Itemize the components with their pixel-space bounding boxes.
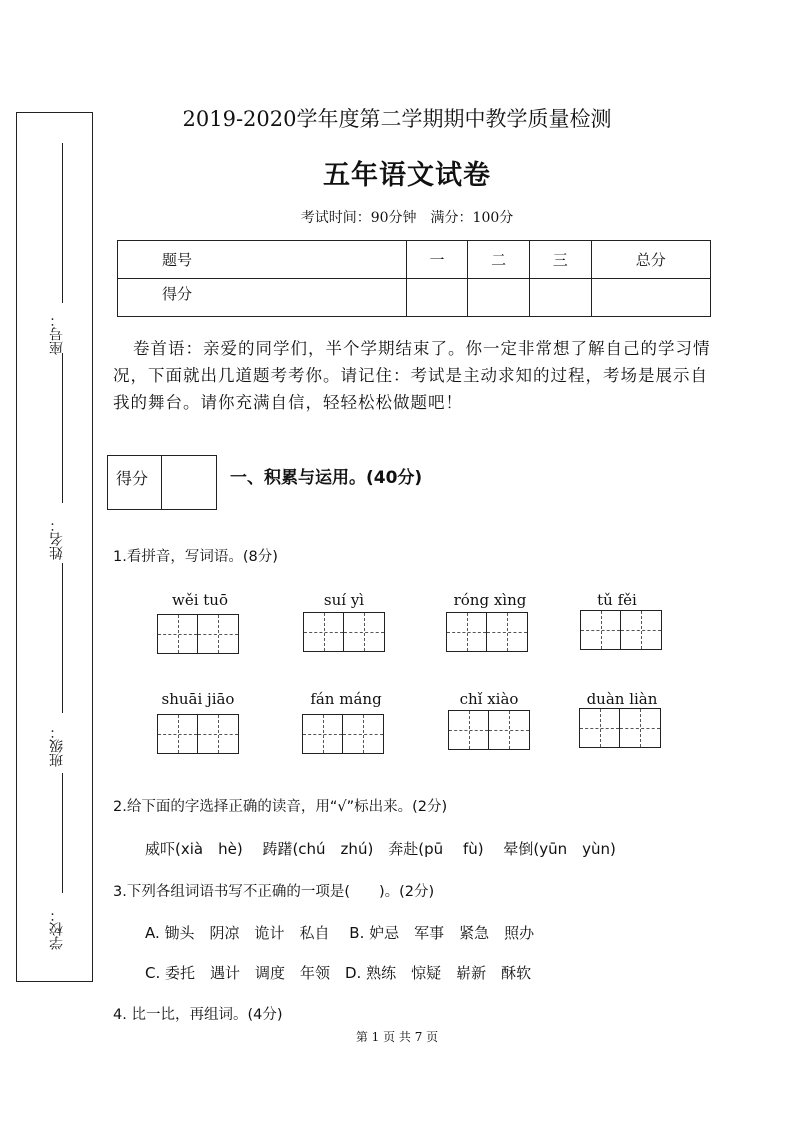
writing-grid[interactable] [448,710,530,750]
question-4: 4. 比一比，再组词。(4分) [113,1007,283,1023]
writing-grid[interactable] [157,614,239,654]
preface-text: 卷首语：亲爱的同学们，半个学期结束了。你一定非常想了解自己的学习情况，下面就出几道题考考你。请记住：考试是主动求知的过程，考场是展示自我的舞台。请你充满自信，轻轻松松做题吧！ [113,339,711,412]
section-score-label: 得分 [108,456,162,509]
pinyin-label: tǔ fěi [597,591,637,609]
school-label: 学校： [49,908,65,950]
pinyin-label: róng xìng [453,591,527,609]
pinyin-label: duàn liàn [586,690,658,708]
score-row-label: 得分 [118,279,407,317]
section-score-field[interactable] [162,456,216,509]
writing-grid[interactable] [157,714,239,754]
name-label: 姓名： [49,518,65,560]
score-header-total: 总分 [591,241,710,279]
question-3-options-line1: A. 锄头 阴凉 诡计 私自 B. 妒忌 军事 紧急 照办 [145,924,535,942]
score-cell[interactable] [406,279,468,317]
score-header-1: 一 [406,241,468,279]
question-2-options: 威吓(xià hè) 踌躇(chú zhú) 奔赴(pū fù) 晕倒(yūn yùn) [145,840,616,858]
question-2: 2.给下面的字选择正确的读音，用“√”标出来。(2分) [113,799,448,815]
score-header-question: 题号 [118,241,407,279]
pinyin-label: suí yì [323,591,365,609]
seat-number-label: 座号： [49,313,65,355]
writing-grid[interactable] [303,612,385,652]
exam-title: 2019-2020学年度第二学期期中教学质量检测 [182,107,612,131]
score-table [117,240,711,317]
score-cell[interactable] [529,279,591,317]
question-3: 3.下列各组词语书写不正确的一项是( )。(2分) [113,884,435,900]
writing-grid[interactable] [580,610,662,650]
question-1: 1.看拼音，写词语。(8分) [113,549,278,565]
writing-grid[interactable] [446,612,528,652]
writing-grid[interactable] [579,708,661,748]
score-header-2: 二 [468,241,530,279]
question-3-options-line2: C. 委托 遇计 调度 年领 D. 熟练 惊疑 崭新 酥软 [145,964,532,982]
pinyin-label: shuāi jiāo [161,690,235,708]
pinyin-label: fán máng [310,690,382,708]
margin-line [62,773,63,893]
binding-margin [16,112,93,982]
section-score-box [107,455,217,510]
exam-subtitle: 五年语文试卷 [323,160,491,191]
exam-info: 考试时间：90分钟 满分：100分 [300,210,514,226]
pinyin-label: chǐ xiào [459,690,519,708]
writing-grid[interactable] [302,714,384,754]
score-cell[interactable] [591,279,710,317]
pinyin-label: wěi tuō [171,591,228,609]
section-title: 一、积累与运用。(40分) [230,468,423,488]
score-header-3: 三 [529,241,591,279]
margin-line [62,353,63,503]
score-cell[interactable] [468,279,530,317]
margin-line [62,563,63,713]
page-footer: 第 1 页 共 7 页 [355,1030,439,1044]
class-label: 班级： [49,725,65,767]
